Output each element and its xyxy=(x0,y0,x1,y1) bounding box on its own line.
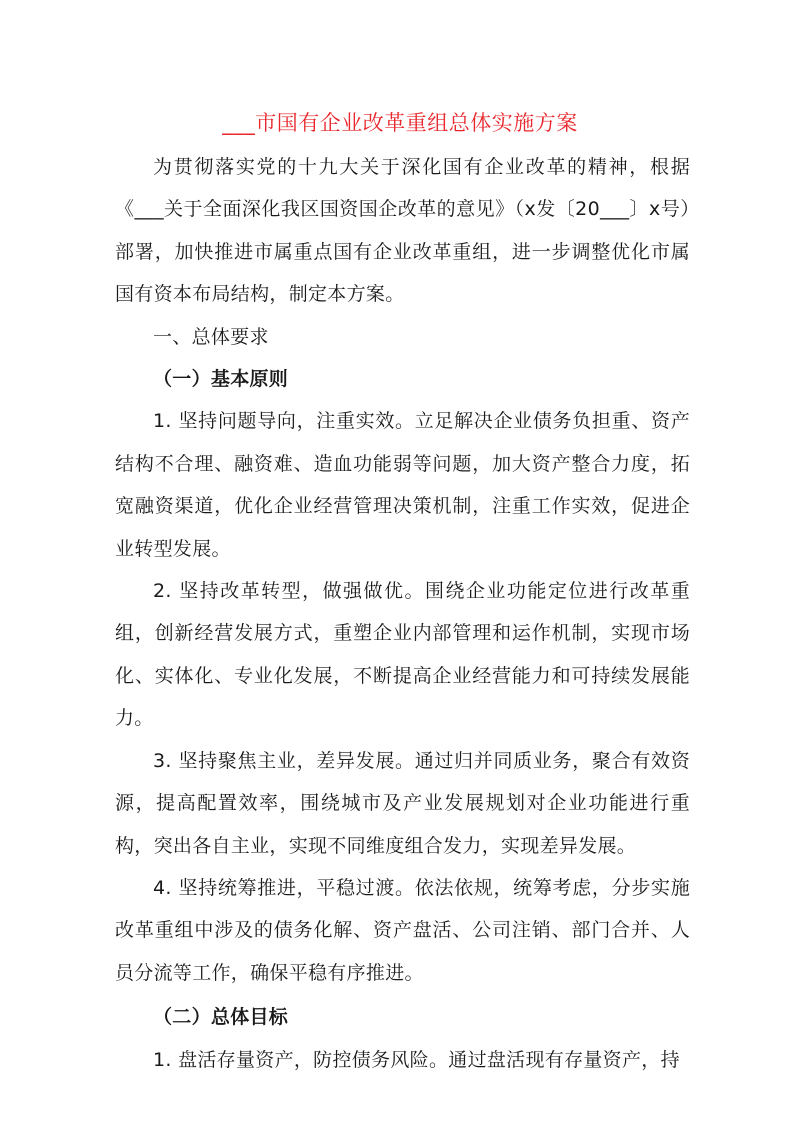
goal-paragraph-1: 1. 盘活存量资产，防控债务风险。通过盘活现有存量资产，持 xyxy=(153,1048,680,1071)
document-body xyxy=(115,146,690,1081)
principle-paragraph-3: 3. 坚持聚焦主业，差异发展。通过归并同质业务，聚合有效资源，提高配置效率，围绕城市及产业发展规划对企业功能进行重构，突出各自主业，实现不同维度组合发力，实现差异发展。 xyxy=(115,749,690,857)
intro-paragraph: 为贯彻落实党的十九大关于深化国有企业改革的精神，根据《___关于全面深化我区国资国企改革的意见》（x发〔20___〕x号）部署，加快推进市属重点国有企业改革重组，进一步调整优化市属国有资本布局结构，制定本方案。 xyxy=(115,156,690,306)
document-title: ___市国有企业改革重组总体实施方案 xyxy=(222,111,578,135)
subsection-heading-overall-goals: （二）总体目标 xyxy=(153,1006,289,1029)
principle-paragraph-1: 1. 坚持问题导向，注重实效。立足解决企业债务负担重、资产结构不合理、融资难、造血功能弱等问题，加大资产整合力度，拓宽融资渠道，优化企业经营管理决策机制，注重工作实效，促进企业转型发展。 xyxy=(115,410,690,560)
section-heading-general-requirements: 一、总体要求 xyxy=(153,325,269,348)
principle-paragraph-4: 4. 坚持统筹推进，平稳过渡。依法依规，统筹考虑，分步实施改革重组中涉及的债务化解、资产盘活、公司注销、部门合并、人员分流等工作，确保平稳有序推进。 xyxy=(115,876,690,984)
principle-paragraph-2: 2. 坚持改革转型，做强做优。围绕企业功能定位进行改革重组，创新经营发展方式，重塑企业内部管理和运作机制，实现市场化、实体化、专业化发展，不断提高企业经营能力和可持续发展能力。 xyxy=(115,580,690,730)
subsection-heading-basic-principles: （一）基本原则 xyxy=(153,368,289,391)
